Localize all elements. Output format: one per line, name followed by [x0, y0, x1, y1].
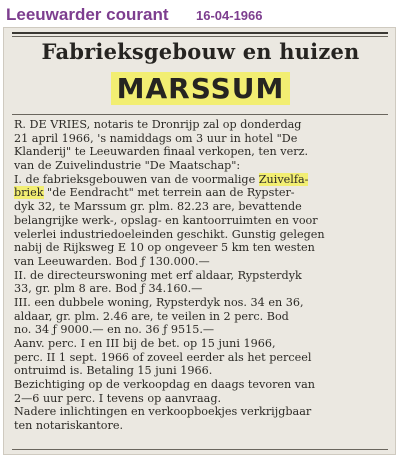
- ad-text-line: [14, 351, 394, 365]
- text-segment: perc. II 1 sept. 1966 of zoveel eerder als het perceel: [14, 350, 312, 364]
- ad-text-line: [14, 255, 394, 269]
- ad-text-line: [14, 145, 394, 159]
- text-segment: ten notariskantore.: [14, 419, 124, 433]
- ad-text-line: [14, 159, 394, 173]
- ad-text-line: [14, 118, 394, 132]
- text-segment: no. 34 ƒ 9000.— en no. 36 ƒ 9515.—: [14, 323, 215, 337]
- ad-body-text: [14, 118, 394, 433]
- text-segment: velerlei industriedoeleinden geschikt. Gunstig gelegen: [14, 227, 325, 241]
- text-segment: Bezichtiging op de verkoopdag en daags tevoren van: [14, 378, 316, 392]
- ad-text-line: [14, 241, 394, 255]
- highlighted-word: Zuivelfa-: [258, 172, 309, 186]
- text-segment: dyk 32, te Marssum gr. plm. 82.23 are, bevattende: [14, 200, 302, 214]
- ad-text-line: [14, 296, 394, 310]
- text-segment: R. DE VRIES, notaris te Dronrijp zal op donderdag: [14, 118, 302, 131]
- ad-text-line: [14, 214, 394, 228]
- ad-text-line: [14, 282, 394, 296]
- text-segment: Nadere inlichtingen en verkoopboekjes verkrijgbaar: [14, 405, 312, 419]
- ad-text-line: [14, 269, 394, 283]
- ad-text-line: [14, 405, 394, 419]
- ad-text-line: [14, 173, 394, 187]
- top-rule-thin: [12, 36, 388, 37]
- ad-text-line: [14, 228, 394, 242]
- text-segment: belangrijke werk-, opslag- en kantoorruimten en voor: [14, 213, 318, 227]
- highlighted-word: briek: [14, 186, 44, 200]
- text-segment: aldaar, gr. plm. 2.46 are, te veilen in 2 perc. Bod: [14, 309, 289, 323]
- text-segment: van Leeuwarden. Bod ƒ 130.000.—: [14, 254, 210, 268]
- ad-text-line: [14, 419, 394, 433]
- ad-text-line: [14, 132, 394, 146]
- text-segment: 21 april 1966, 's namiddags om 3 uur in hotel "De: [14, 131, 298, 145]
- text-segment: 2—6 uur perc. I tevens op aanvraag.: [14, 391, 222, 405]
- text-segment: Klanderij" te Leeuwarden finaal verkopen, ten verz.: [14, 145, 309, 159]
- newspaper-clipping: [3, 27, 396, 455]
- highlighted-location: MARSSUM: [111, 72, 291, 105]
- text-segment: 33, gr. plm 8 are. Bod ƒ 34.160.—: [14, 282, 203, 296]
- ad-location-heading: [4, 72, 396, 105]
- ad-text-line: [14, 323, 394, 337]
- top-rule: [12, 32, 388, 34]
- ad-text-line: [14, 200, 394, 214]
- ad-title: Fabrieksgebouw en huizen: [41, 39, 360, 64]
- text-segment: ontruimd is. Betaling 15 juni 1966.: [14, 364, 213, 378]
- ad-text-line: [14, 392, 394, 406]
- text-segment: van de Zuivelindustrie "De Maatschap":: [14, 159, 241, 173]
- ad-text-line: [14, 337, 394, 351]
- publication-date: 16-04-1966: [196, 8, 263, 23]
- bottom-rule: [12, 449, 388, 450]
- ad-text-line: [14, 378, 394, 392]
- clipping-header: [0, 0, 400, 28]
- text-segment: II. de directeurswoning met erf aldaar, Rypsterdyk: [14, 268, 302, 282]
- text-segment: "de Eendracht" met terrein aan de Rypster-: [43, 186, 295, 200]
- text-segment: III. een dubbele woning, Rypsterdyk nos. 34 en 36,: [14, 295, 304, 309]
- ad-text-line: [14, 186, 394, 200]
- newspaper-name: Leeuwarder courant: [6, 5, 169, 24]
- title-divider: [12, 114, 388, 115]
- text-segment: I. de fabrieksgebouwen van de voormalige: [14, 172, 259, 186]
- text-segment: nabij de Rijksweg E 10 op ongeveer 5 km ten westen: [14, 241, 315, 255]
- ad-text-line: [14, 364, 394, 378]
- ad-text-line: [14, 310, 394, 324]
- text-segment: Aanv. perc. I en III bij de bet. op 15 juni 1966,: [14, 337, 276, 350]
